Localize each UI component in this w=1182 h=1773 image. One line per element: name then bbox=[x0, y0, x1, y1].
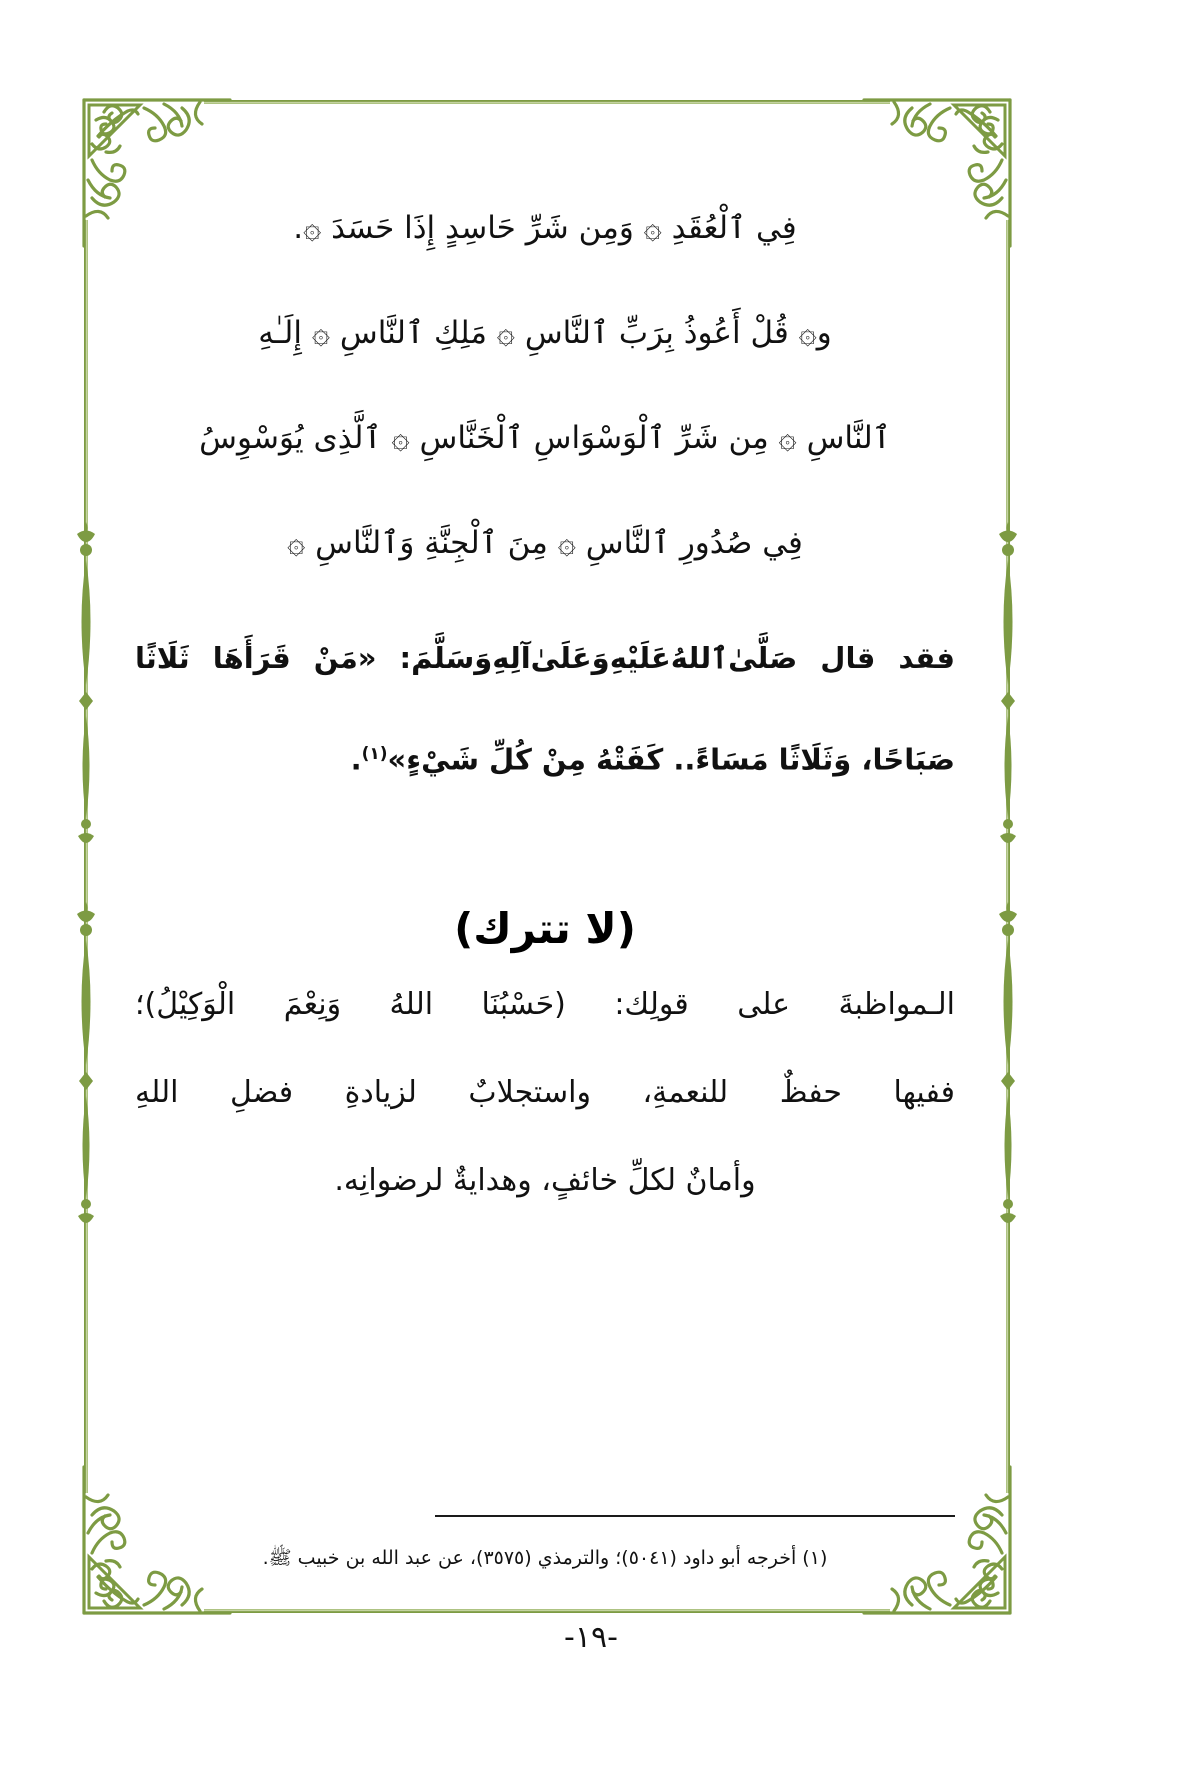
footnote-area bbox=[135, 1515, 955, 1573]
border-side-ornament-left-lower-icon bbox=[69, 900, 103, 1230]
section-body bbox=[135, 961, 955, 1225]
footnote-separator-rule bbox=[435, 1515, 955, 1517]
hadith-trailing-period: . bbox=[350, 742, 362, 777]
footnote-marker: (١) bbox=[361, 744, 388, 764]
border-side-ornament-right-upper-icon bbox=[991, 520, 1025, 850]
quran-line: و۞ قُلْ أَعُوذُ بِرَبِّ ٱلنَّاسِ ۞ مَلِكِ ٱلنَّاسِ ۞ إِلَـٰهِ bbox=[258, 315, 832, 351]
body-line: ففيها حفظٌ للنعمةِ، واستجلابٌ لزيادةِ فضلِ اللهِ bbox=[135, 1074, 955, 1110]
footnote-text: (١) أخرجه أبو داود (٥٠٤١)؛ والترمذي (٣٥٧٥)، عن عبد الله بن خبيب ﷺ. bbox=[262, 1547, 828, 1569]
quran-line: ٱلنَّاسِ ۞ مِن شَرِّ ٱلْوَسْوَاسِ ٱلْخَنَّاسِ ۞ ٱلَّذِى يُوَسْوِسُ bbox=[199, 420, 891, 456]
hadith-quotation bbox=[135, 610, 955, 808]
hadith-line-with-marker bbox=[135, 706, 955, 808]
section-heading: (لا تترك) bbox=[454, 903, 636, 953]
body-line: الـمواظبةَ على قولِك: (حَسْبُنَا اللهُ وَنِعْمَ الْوَكِيْلُ)؛ bbox=[135, 986, 955, 1022]
border-line-left bbox=[84, 220, 88, 1493]
border-side-ornament-right-lower-icon bbox=[991, 900, 1025, 1230]
hadith-line: فقد قال صَلَّىٰ‌ٱللهُ‌عَلَيْهِ‌وَعَلَىٰ‌آلِهِ‌وَسَلَّمَ: «مَنْ قَرَأَهَا ثَلَاثًا bbox=[135, 641, 955, 675]
quran-line: فِي ٱلْعُقَدِ ۞ وَمِن شَرِّ حَاسِدٍ إِذَا حَسَدَ ۞. bbox=[293, 210, 797, 246]
page-number: -١٩- bbox=[564, 1620, 618, 1655]
quran-passage bbox=[135, 176, 955, 596]
border-side-ornament-left-upper-icon bbox=[69, 520, 103, 850]
page-content bbox=[135, 150, 955, 1570]
border-line-top bbox=[204, 100, 890, 104]
body-line: وأمانٌ لكلِّ خائفٍ، وهدايةٌ لرضوانِه. bbox=[334, 1162, 756, 1198]
border-line-bottom bbox=[204, 1609, 890, 1613]
border-line-right bbox=[1006, 220, 1010, 1493]
quran-line: فِي صُدُورِ ٱلنَّاسِ ۞ مِنَ ٱلْجِنَّةِ وَٱلنَّاسِ ۞ bbox=[287, 525, 803, 561]
hadith-line-text: صَبَاحًا، وَثَلَاثًا مَسَاءً.. كَفَتْهُ مِنْ كُلِّ شَيْءٍ» bbox=[387, 742, 955, 777]
